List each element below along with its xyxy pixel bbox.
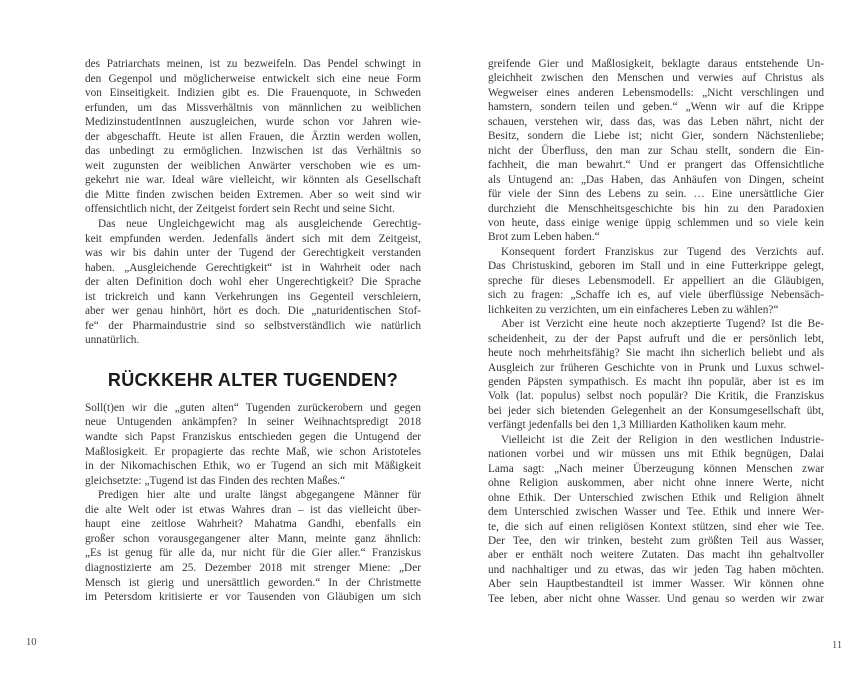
text-line: ohne Ethik. Der Unterschied zwischen Ethik und Religion ähnelt bbox=[488, 491, 824, 504]
text-line: Besitz, sondern die Liebe ist; nicht Gier, sondern Nächstenliebe; bbox=[488, 130, 824, 143]
text-line: hamstern, sondern teilen und geben.“ „Wenn wir auf die Krippe bbox=[488, 101, 824, 114]
text-line: der abgeschafft. Heute ist allen Frauen, die Ärztin werden wollen, bbox=[85, 130, 421, 143]
text-line: fachheit, die man bewahrt.“ Und er prangert das Offensichtliche bbox=[488, 159, 824, 172]
text-line: Das neue Ungleichgewicht mag als ausgleichende Gerechtig- bbox=[98, 218, 421, 231]
text-line: diagnostizierte am 25. Dezember 2018 mit strenger Miene: „Der bbox=[85, 561, 421, 574]
text-line: der alten Definition doch wohl eher Ungerechtigkeit? Die Sprache bbox=[85, 276, 421, 289]
text-line: im Petersdom kritisierte er vor Tausenden von Gläubigen um sich bbox=[85, 591, 421, 604]
text-line: Konsequent fordert Franziskus zur Tugend des Verzichts auf. bbox=[501, 245, 824, 258]
page-left-text-column bbox=[85, 57, 421, 605]
text-line: aber er enthält noch weitere Zutaten. Das macht ihn gehaltvoller bbox=[488, 549, 824, 562]
text-line: „Es ist genug für alle da, nur nicht für die Gier aller.“ Franziskus bbox=[85, 547, 421, 560]
paragraph bbox=[85, 401, 421, 488]
text-line: als Untugend an: „Das Haben, das Anhäufen von Dingen, scheint bbox=[488, 173, 824, 186]
text-line: bei jeder sich bietenden Gelegenheit an der Konsumgesellschaft übt, bbox=[488, 404, 824, 417]
paragraph bbox=[85, 57, 421, 217]
text-line: te, die sich auf einen religiösen Kontext stützen, sind eher wie Tee. bbox=[488, 520, 824, 533]
paragraph bbox=[85, 217, 421, 348]
text-line: Das Christuskind, geboren im Stall und in eine Futterkrippe gelegt, bbox=[488, 260, 824, 273]
text-line: erfunden, um das Missverhältnis von männlichen zu weiblichen bbox=[85, 101, 421, 114]
text-line: Aber sein Hauptbestandteil ist immer Wasser. Wir können ohne bbox=[488, 578, 824, 591]
page-number-right: 11 bbox=[832, 640, 843, 651]
page-right-text-column bbox=[488, 57, 824, 606]
text-line: ist trickreich und kann Verkehrungen ins Gegenteil verschleiern, bbox=[85, 290, 421, 303]
text-line: greifende Gier und Maßlosigkeit, beklagte daraus entstehende Un- bbox=[488, 58, 824, 70]
text-line: was wir bis dahin unter der Tugend der Gerechtigkeit verstanden bbox=[85, 247, 421, 260]
text-line: haben. „Ausgleichende Gerechtigkeit“ ist in Wahrheit oder nach bbox=[85, 261, 421, 274]
text-line: gleichheit zwischen den Menschen und verwies auf Christus als bbox=[488, 72, 824, 85]
text-line: Mensch ist gierig und unersättlich geworden.“ In der Christmette bbox=[85, 576, 421, 589]
text-line: die Mitte finden zwischen beiden Extremen. Aber so weit sind wir bbox=[85, 188, 421, 201]
text-line: Tee leben, aber nicht ohne Wasser. Und genau so werden wir zwar bbox=[488, 592, 824, 605]
text-line: wandte sich Papst Franziskus entschieden gegen die Untugend der bbox=[85, 431, 421, 444]
text-line: weit zugunsten der weiblichen Anwärter verschoben wie es um- bbox=[85, 159, 421, 172]
text-line: nicht der Überfluss, den man zur Schau stellt, sondern die Ein- bbox=[488, 144, 824, 157]
text-line: nationen vorbei und wir müssen uns mit Ethik begnügen, Dalai bbox=[488, 448, 824, 461]
text-line: Ausgleich zur früheren Geschichte von in Prunk und Luxus schwel- bbox=[488, 361, 824, 374]
text-line: des Patriarchats meinen, ist zu bezweifeln. Das Pendel schwingt in bbox=[85, 58, 421, 70]
text-line: dem Unterschied zwischen Wasser und Tee. Ethik und innere Wer- bbox=[488, 506, 824, 519]
page-number-left: 10 bbox=[26, 637, 37, 648]
text-line: Vielleicht ist die Zeit der Religion in den westlichen Industrie- bbox=[501, 433, 824, 446]
text-line: Wegweiser eines anderen Lebensmodells: „Nicht verschlingen und bbox=[488, 86, 824, 99]
text-line: Brot zum Leben haben.“ bbox=[488, 231, 600, 244]
paragraph bbox=[488, 433, 824, 606]
text-line: das unbedingt zu ermöglichen. Inzwischen ist das Verhältnis so bbox=[85, 145, 421, 158]
text-line: Lama sagt: „Nach meiner Überzeugung können Menschen zwar bbox=[488, 462, 824, 475]
paragraph bbox=[488, 317, 824, 433]
text-line: fe“ der Pharmaindustrie sind so selbstverständlich wie natürlich bbox=[85, 319, 421, 332]
text-line: lichkeiten zu verzichten, um ein einfacheres Leben zu wählen?“ bbox=[488, 303, 779, 316]
text-line: Aber ist Verzicht eine heute noch akzeptierte Tugend? Ist die Be- bbox=[501, 318, 824, 331]
text-line: Predigen hier alte und uralte längst abgegangene Männer für bbox=[98, 489, 421, 502]
text-line: gekehrt nie war. Ideal wäre vielleicht, wir könnten als Gesellschaft bbox=[85, 174, 421, 187]
text-line: aber wer genau hinhört, hört es doch. Die „naturidentischen Stof- bbox=[85, 305, 421, 318]
paragraph bbox=[488, 245, 824, 317]
text-line: durchzieht die Menschheitsgeschichte bis hin zu den Paradoxien bbox=[488, 202, 824, 215]
text-line: in der Nikomachischen Ethik, wo er Tugend an sich mit Mäßigkeit bbox=[85, 460, 421, 473]
text-line: genden Päpsten sympathisch. Es macht ihn populär, aber ist es im bbox=[488, 375, 824, 388]
text-line: MedizinstudentInnen auszugleichen, wurde schon vor Jahren wie- bbox=[85, 116, 421, 129]
text-line: großer schon vorausgegangener alter Mann, meinte ganz ähnlich: bbox=[85, 532, 421, 545]
text-line: für viele der Sinn des Lebens zu sein. … Eine unersättliche Gier bbox=[488, 188, 824, 201]
text-line: sich zu fragen: „Schaffe ich es, auf viele überflüssige Nebensäch- bbox=[488, 289, 824, 302]
text-line: neue Untugenden ankämpfen? In seiner Weihnachtspredigt 2018 bbox=[85, 416, 421, 429]
text-line: Soll(t)en wir die „guten alten“ Tugenden zurückerobern und gegen bbox=[85, 401, 421, 414]
text-line: offensichtlich nicht, der Zeitgeist fordert sein Recht und seine Sicht. bbox=[85, 203, 395, 216]
text-line: Der Tee, den wir trinken, besteht zum größten Teil aus Wasser, bbox=[488, 534, 824, 547]
text-line: haupt eine zeitlose Wahrheit? Mahatma Gandhi, ebenfalls ein bbox=[85, 518, 421, 531]
text-line: ohne Religion auskommen, aber nicht ohne innere Werte, nicht bbox=[488, 477, 824, 490]
text-line: heute noch mehrheitsfähig? Sie macht ihn sicherlich beliebt und als bbox=[488, 347, 824, 360]
text-line: keit empfunden werden. Jedenfalls ändert sich mit dem Zeitgeist, bbox=[85, 232, 421, 245]
text-line: schauen, verstehen wir, dass das, was das Leben nährt, nicht der bbox=[488, 115, 824, 128]
text-line: und nachhaltiger und zu etwas, das wir jeden Tag haben möchten. bbox=[488, 563, 824, 576]
text-line: Maßlosigkeit. Er propagierte das rechte Maß, wie schon Aristoteles bbox=[85, 445, 421, 458]
paragraph bbox=[488, 57, 824, 245]
text-line: den Gegenpol und möglicherweise entwickelt sich eine neue Form bbox=[85, 72, 421, 85]
section-heading: RÜCKKEHR ALTER TUGENDEN? bbox=[107, 369, 399, 390]
text-line: von heute, dass einige wenige üppig schlemmen und so viele kein bbox=[488, 216, 824, 229]
text-line: spreche für dieses Lebensmodell. Er appelliert an die Gläubigen, bbox=[488, 274, 824, 287]
paragraph bbox=[85, 488, 421, 604]
text-line: scheidenheit, zu der der Papst aufruft und die er persönlich lebt, bbox=[488, 332, 824, 345]
text-line: verfängt jedenfalls bei den 1,3 Milliarden Katholiken kaum mehr. bbox=[488, 419, 787, 432]
text-line: Volk (lat. populus) selbst noch populär? Die Kritik, die Franziskus bbox=[488, 390, 824, 403]
text-line: von Einseitigkeit. Indizien gibt es. Die Frauenquote, in Schweden bbox=[85, 87, 421, 100]
text-line: gleichsetzte: „Tugend ist das Finden des rechten Maßes.“ bbox=[85, 474, 346, 487]
text-line: die alte Welt oder ist etwas Wahres dran – ist das vielleicht über- bbox=[85, 503, 421, 516]
text-line: unnatürlich. bbox=[85, 334, 140, 347]
